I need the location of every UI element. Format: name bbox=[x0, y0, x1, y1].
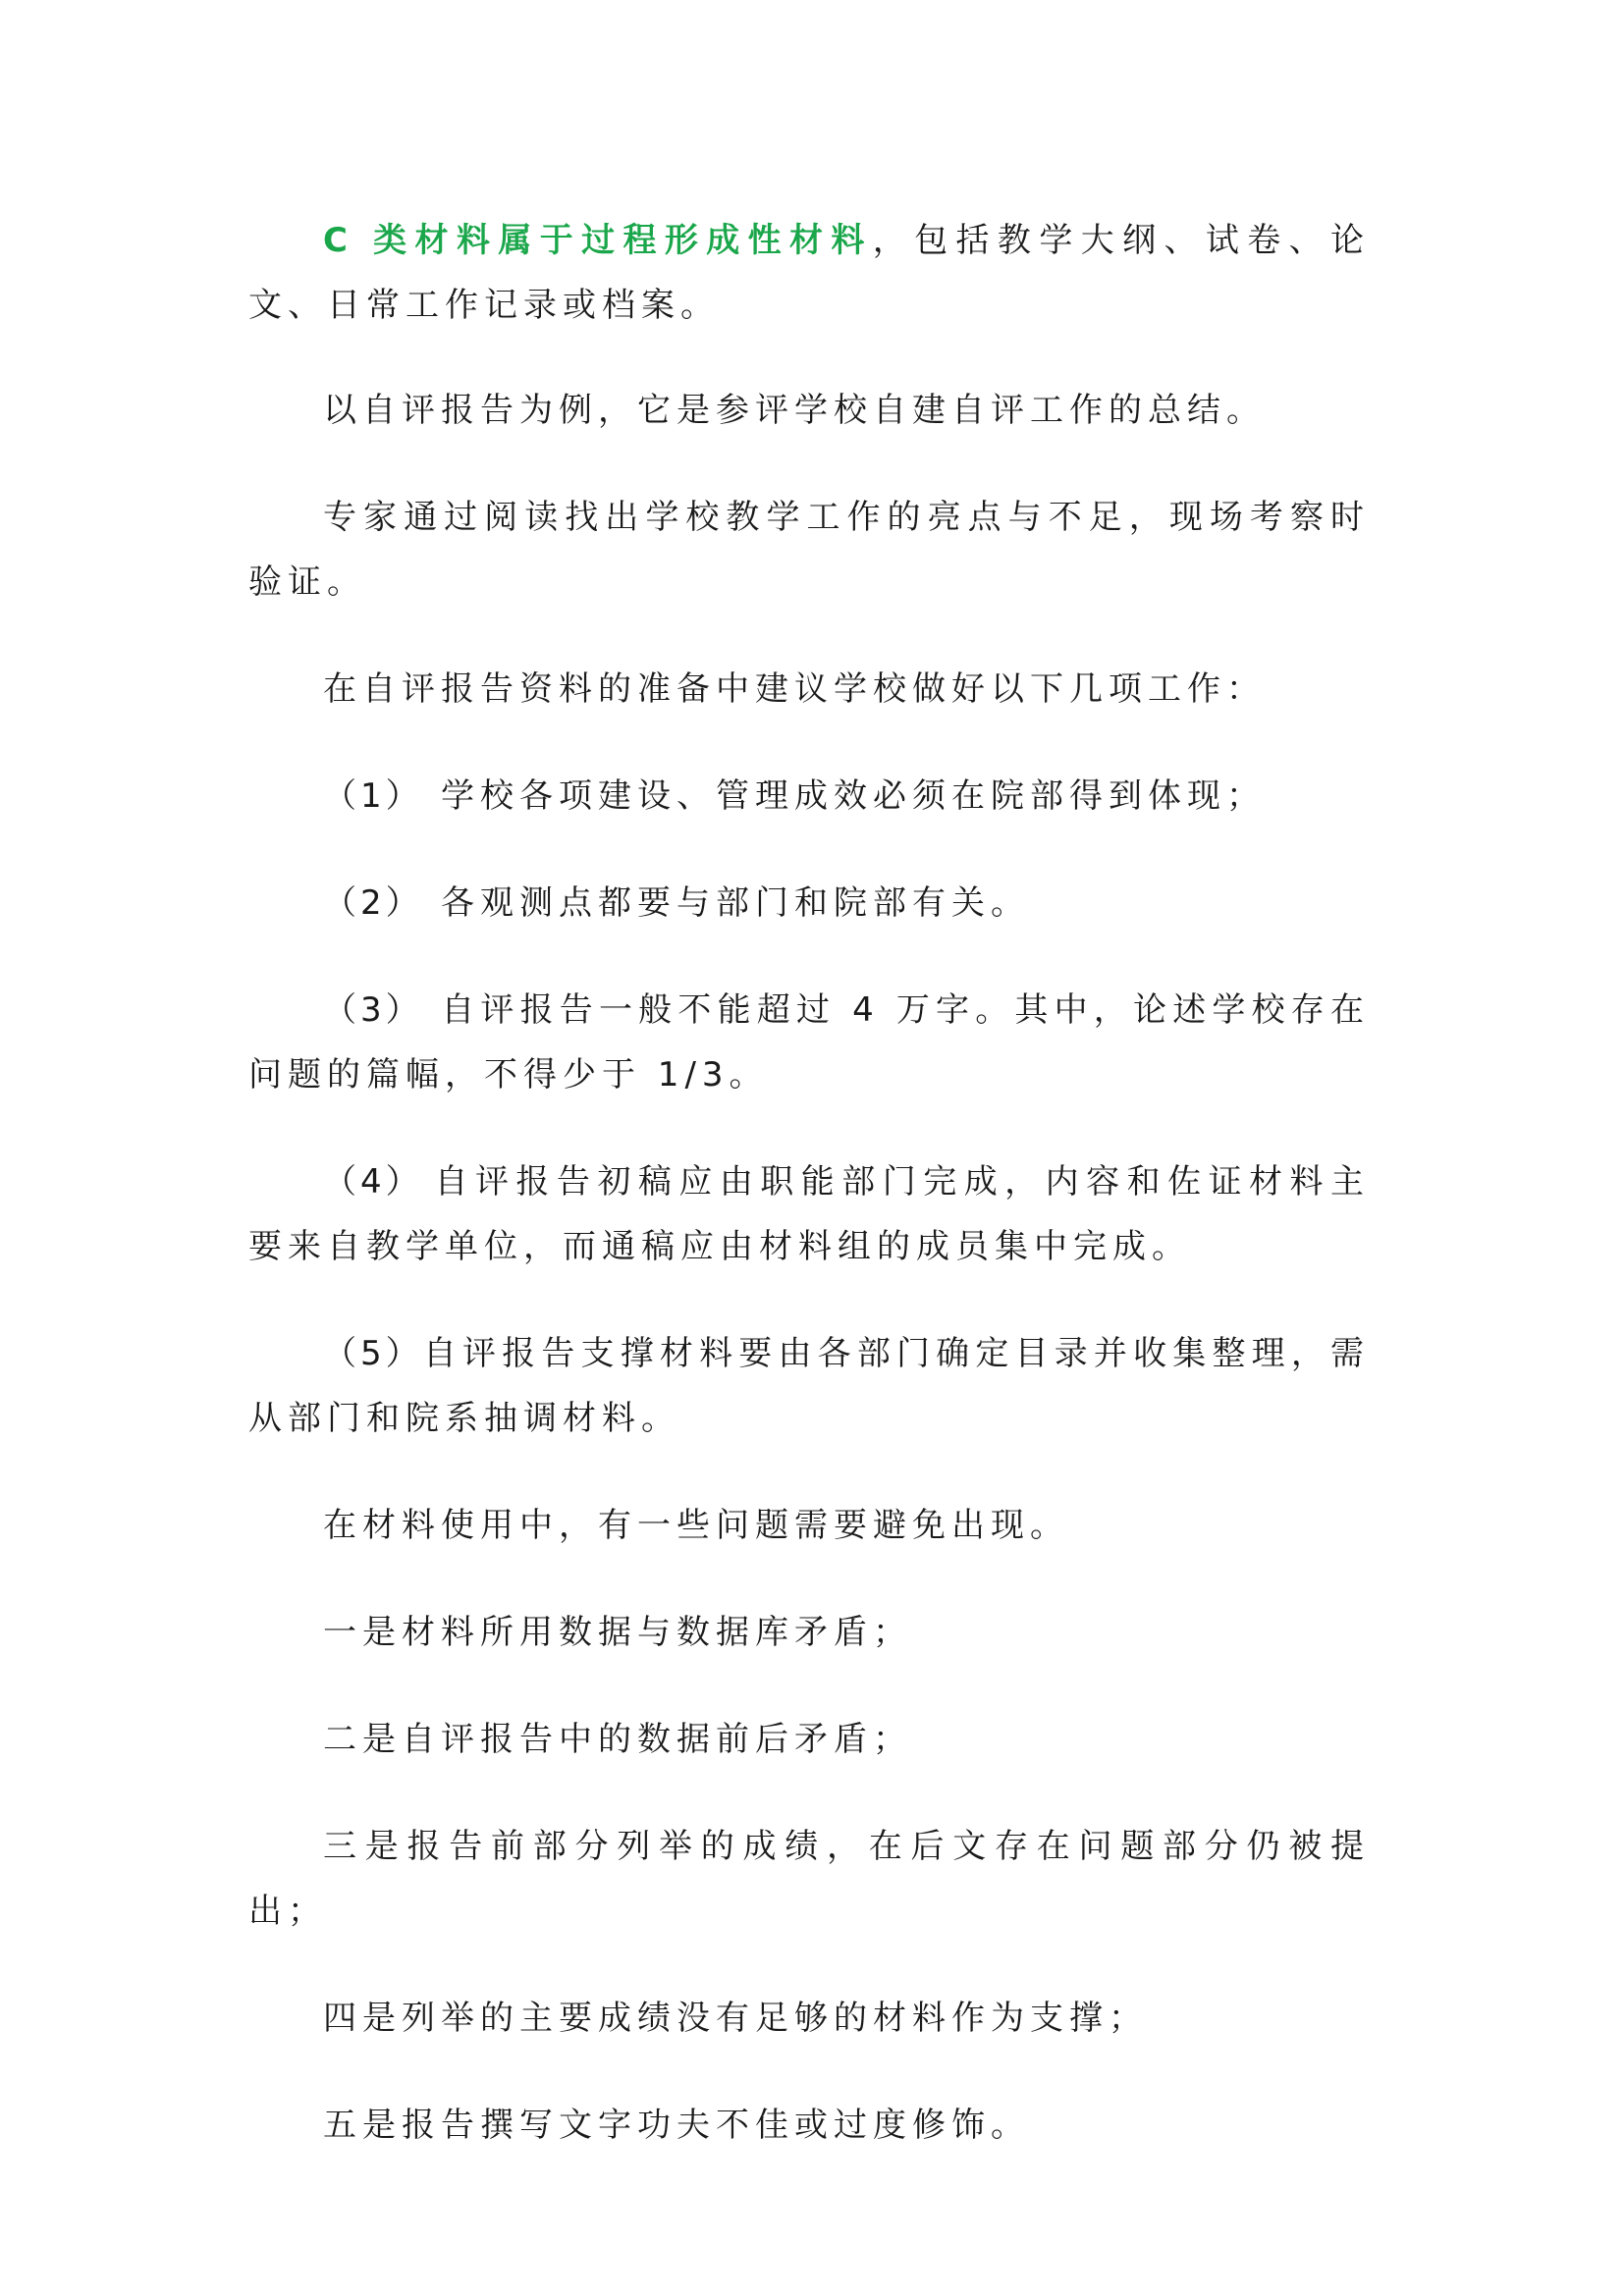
problem-item: 四是列举的主要成绩没有足够的材料作为支撑； bbox=[323, 1999, 1148, 2038]
document-page bbox=[248, 208, 1370, 2200]
list-marker: （2） bbox=[323, 883, 423, 923]
list-marker: （3） bbox=[323, 990, 423, 1030]
list-item-text: 学校各项建设、管理成效必须在院部得到体现； bbox=[441, 776, 1266, 816]
list-marker: （1） bbox=[323, 776, 423, 816]
paragraph-preparation-advice: 在自评报告资料的准备中建议学校做好以下几项工作： bbox=[323, 669, 1266, 709]
list-item bbox=[248, 1149, 1370, 1279]
list-item bbox=[248, 978, 1370, 1107]
paragraph-c-materials bbox=[248, 208, 1370, 338]
list-item bbox=[248, 871, 1370, 935]
paragraph-self-evaluation-example: 以自评报告为例，它是参评学校自建自评工作的总结。 bbox=[323, 391, 1266, 430]
paragraph-problems-intro: 在材料使用中，有一些问题需要避免出现。 bbox=[323, 1506, 1069, 1545]
list-item bbox=[248, 1321, 1370, 1451]
list-item-text: 自评报告支撑材料要由各部门确定目录并收集整理，需从部门和院系抽调材料。 bbox=[248, 1334, 1370, 1438]
list-item bbox=[248, 764, 1370, 828]
list-item-text: 自评报告一般不能超过 4 万字。其中，论述学校存在问题的篇幅，不得少于 1/3。 bbox=[248, 990, 1370, 1095]
problem-item: 二是自评报告中的数据前后矛盾； bbox=[323, 1720, 912, 1759]
problem-item: 一是材料所用数据与数据库矛盾； bbox=[323, 1613, 912, 1652]
paragraph-expert-review: 专家通过阅读找出学校教学工作的亮点与不足，现场考察时验证。 bbox=[248, 498, 1370, 602]
list-item-text: 自评报告初稿应由职能部门完成，内容和佐证材料主要来自教学单位，而通稿应由材料组的成员集中完成。 bbox=[248, 1162, 1370, 1266]
list-item-text: 各观测点都要与部门和院部有关。 bbox=[441, 883, 1030, 923]
list-marker: （4） bbox=[323, 1162, 423, 1201]
paragraph-text: ，包括教学大纲、试卷、论文、日常工作记录或档案。 bbox=[248, 221, 1370, 325]
highlighted-heading: C 类材料属于过程形成性材料 bbox=[323, 221, 873, 260]
problem-item: 五是报告撰写文字功夫不佳或过度修饰。 bbox=[323, 2106, 1030, 2145]
problem-item: 三是报告前部分列举的成绩，在后文存在问题部分仍被提出； bbox=[248, 1827, 1370, 1931]
list-marker: （5） bbox=[323, 1334, 423, 1373]
